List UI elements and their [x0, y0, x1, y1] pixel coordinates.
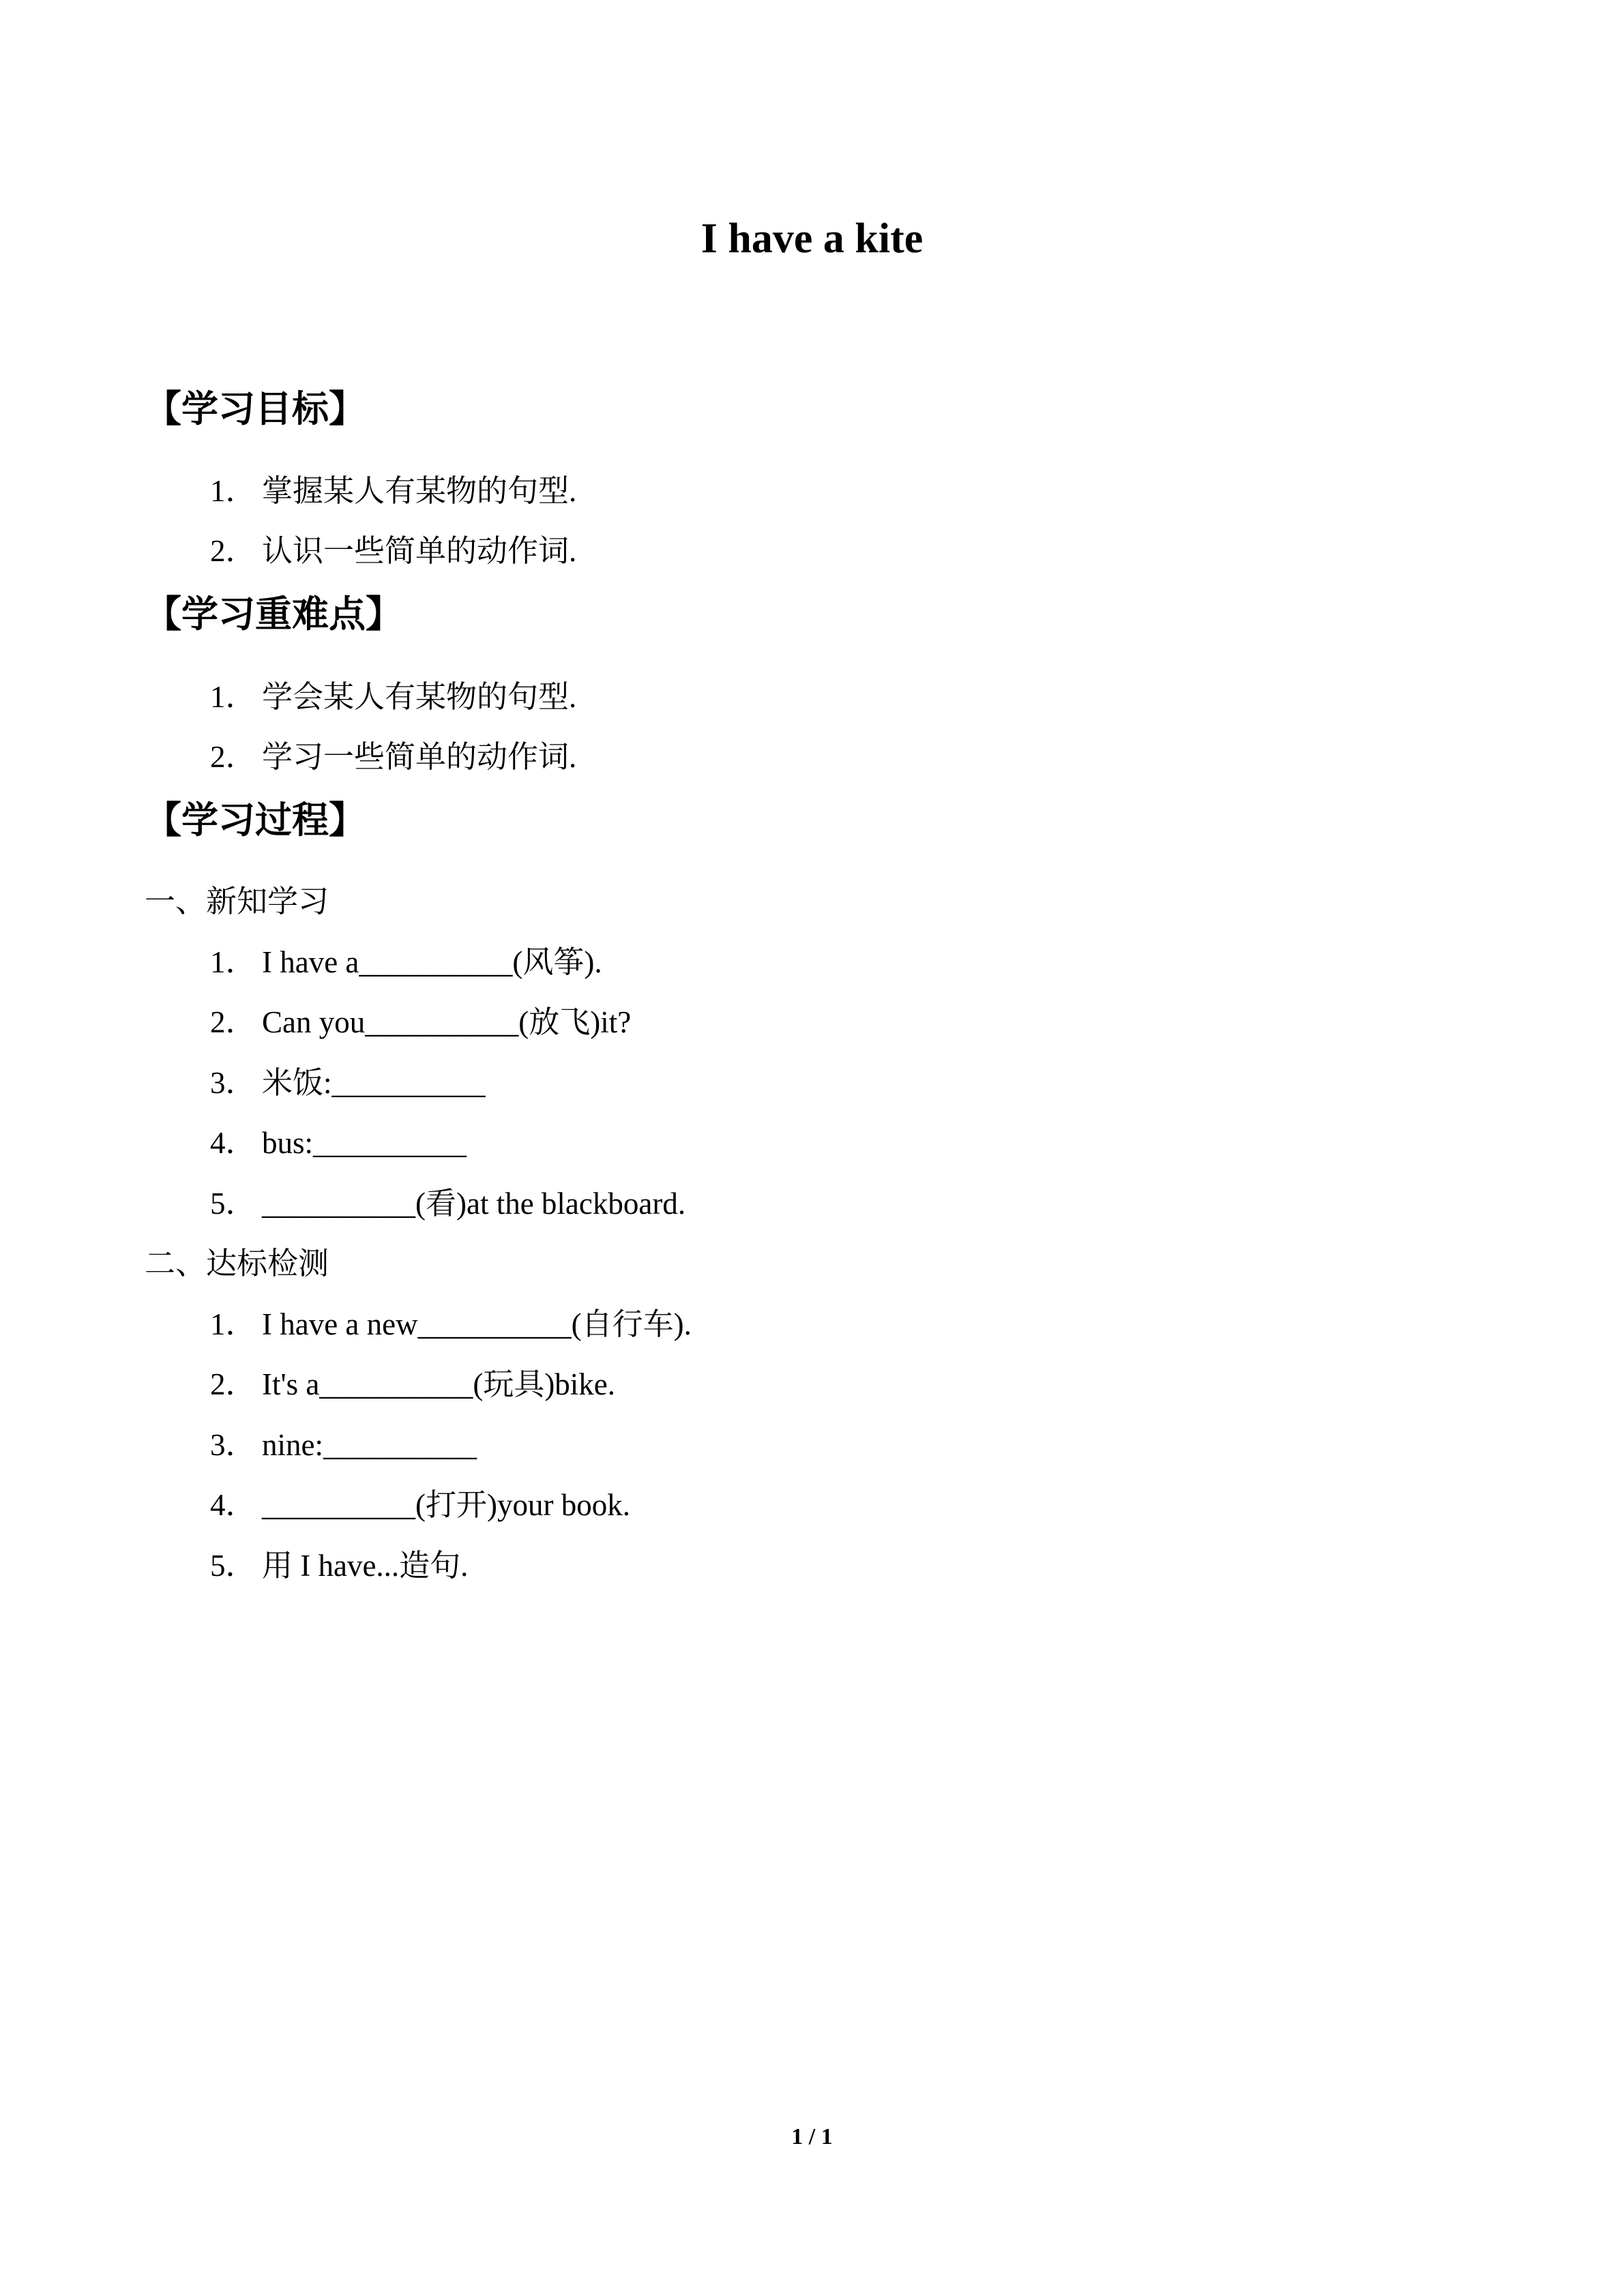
item-text: __________(看)at the blackboard.	[262, 1187, 686, 1221]
subheading-new-knowledge: 一、新知学习	[145, 884, 329, 919]
item-text: 米饭:__________	[262, 1066, 486, 1100]
page-indicator: 1 / 1	[791, 2124, 833, 2149]
section-heading-goals: 【学习目标】	[145, 387, 366, 430]
exercise-item	[210, 1425, 477, 1465]
subheading-assessment: 二、达标检测	[145, 1247, 329, 1281]
item-number: 1．	[210, 680, 256, 714]
page-title: I have a kite	[700, 215, 924, 262]
list-item	[210, 676, 576, 717]
item-text: 学习一些简单的动作词.	[262, 740, 577, 774]
item-number: 4．	[210, 1126, 256, 1160]
section-heading-key-points: 【学习重难点】	[145, 593, 402, 636]
exercise-item	[210, 942, 602, 983]
item-text: I have a__________(风筝).	[262, 945, 602, 979]
item-text: 掌握某人有某物的句型.	[262, 474, 577, 508]
item-text: __________(打开)your book.	[262, 1488, 630, 1522]
list-item	[210, 736, 576, 777]
item-number: 2．	[210, 1005, 256, 1039]
item-number: 3．	[210, 1428, 256, 1462]
exercise-item	[210, 1122, 467, 1163]
item-number: 2．	[210, 534, 256, 568]
list-item	[210, 471, 576, 511]
list-item	[210, 531, 576, 571]
item-number: 5．	[210, 1549, 256, 1583]
exercise-item	[210, 1304, 692, 1345]
item-text: 用 I have...造句.	[262, 1549, 469, 1583]
exercise-item	[210, 1364, 615, 1405]
item-number: 4．	[210, 1488, 256, 1522]
item-number: 1．	[210, 945, 256, 979]
item-text: nine:__________	[262, 1428, 477, 1462]
exercise-item	[210, 1183, 685, 1224]
item-text: Can you__________(放飞)it?	[262, 1005, 632, 1039]
exercise-item	[210, 1545, 468, 1586]
item-number: 3．	[210, 1066, 256, 1100]
item-number: 2．	[210, 1367, 256, 1401]
item-number: 2．	[210, 740, 256, 774]
item-text: 学会某人有某物的句型.	[262, 680, 577, 714]
item-number: 1．	[210, 474, 256, 508]
section-heading-process: 【学习过程】	[145, 799, 366, 841]
item-text: bus:__________	[262, 1126, 467, 1160]
exercise-item	[210, 1002, 631, 1043]
item-number: 1．	[210, 1307, 256, 1341]
exercise-item	[210, 1485, 630, 1525]
item-number: 5．	[210, 1187, 256, 1221]
item-text: 认识一些简单的动作词.	[262, 534, 577, 568]
item-text: I have a new__________(自行车).	[262, 1307, 692, 1341]
exercise-item	[210, 1062, 486, 1103]
item-text: It's a__________(玩具)bike.	[262, 1367, 616, 1401]
